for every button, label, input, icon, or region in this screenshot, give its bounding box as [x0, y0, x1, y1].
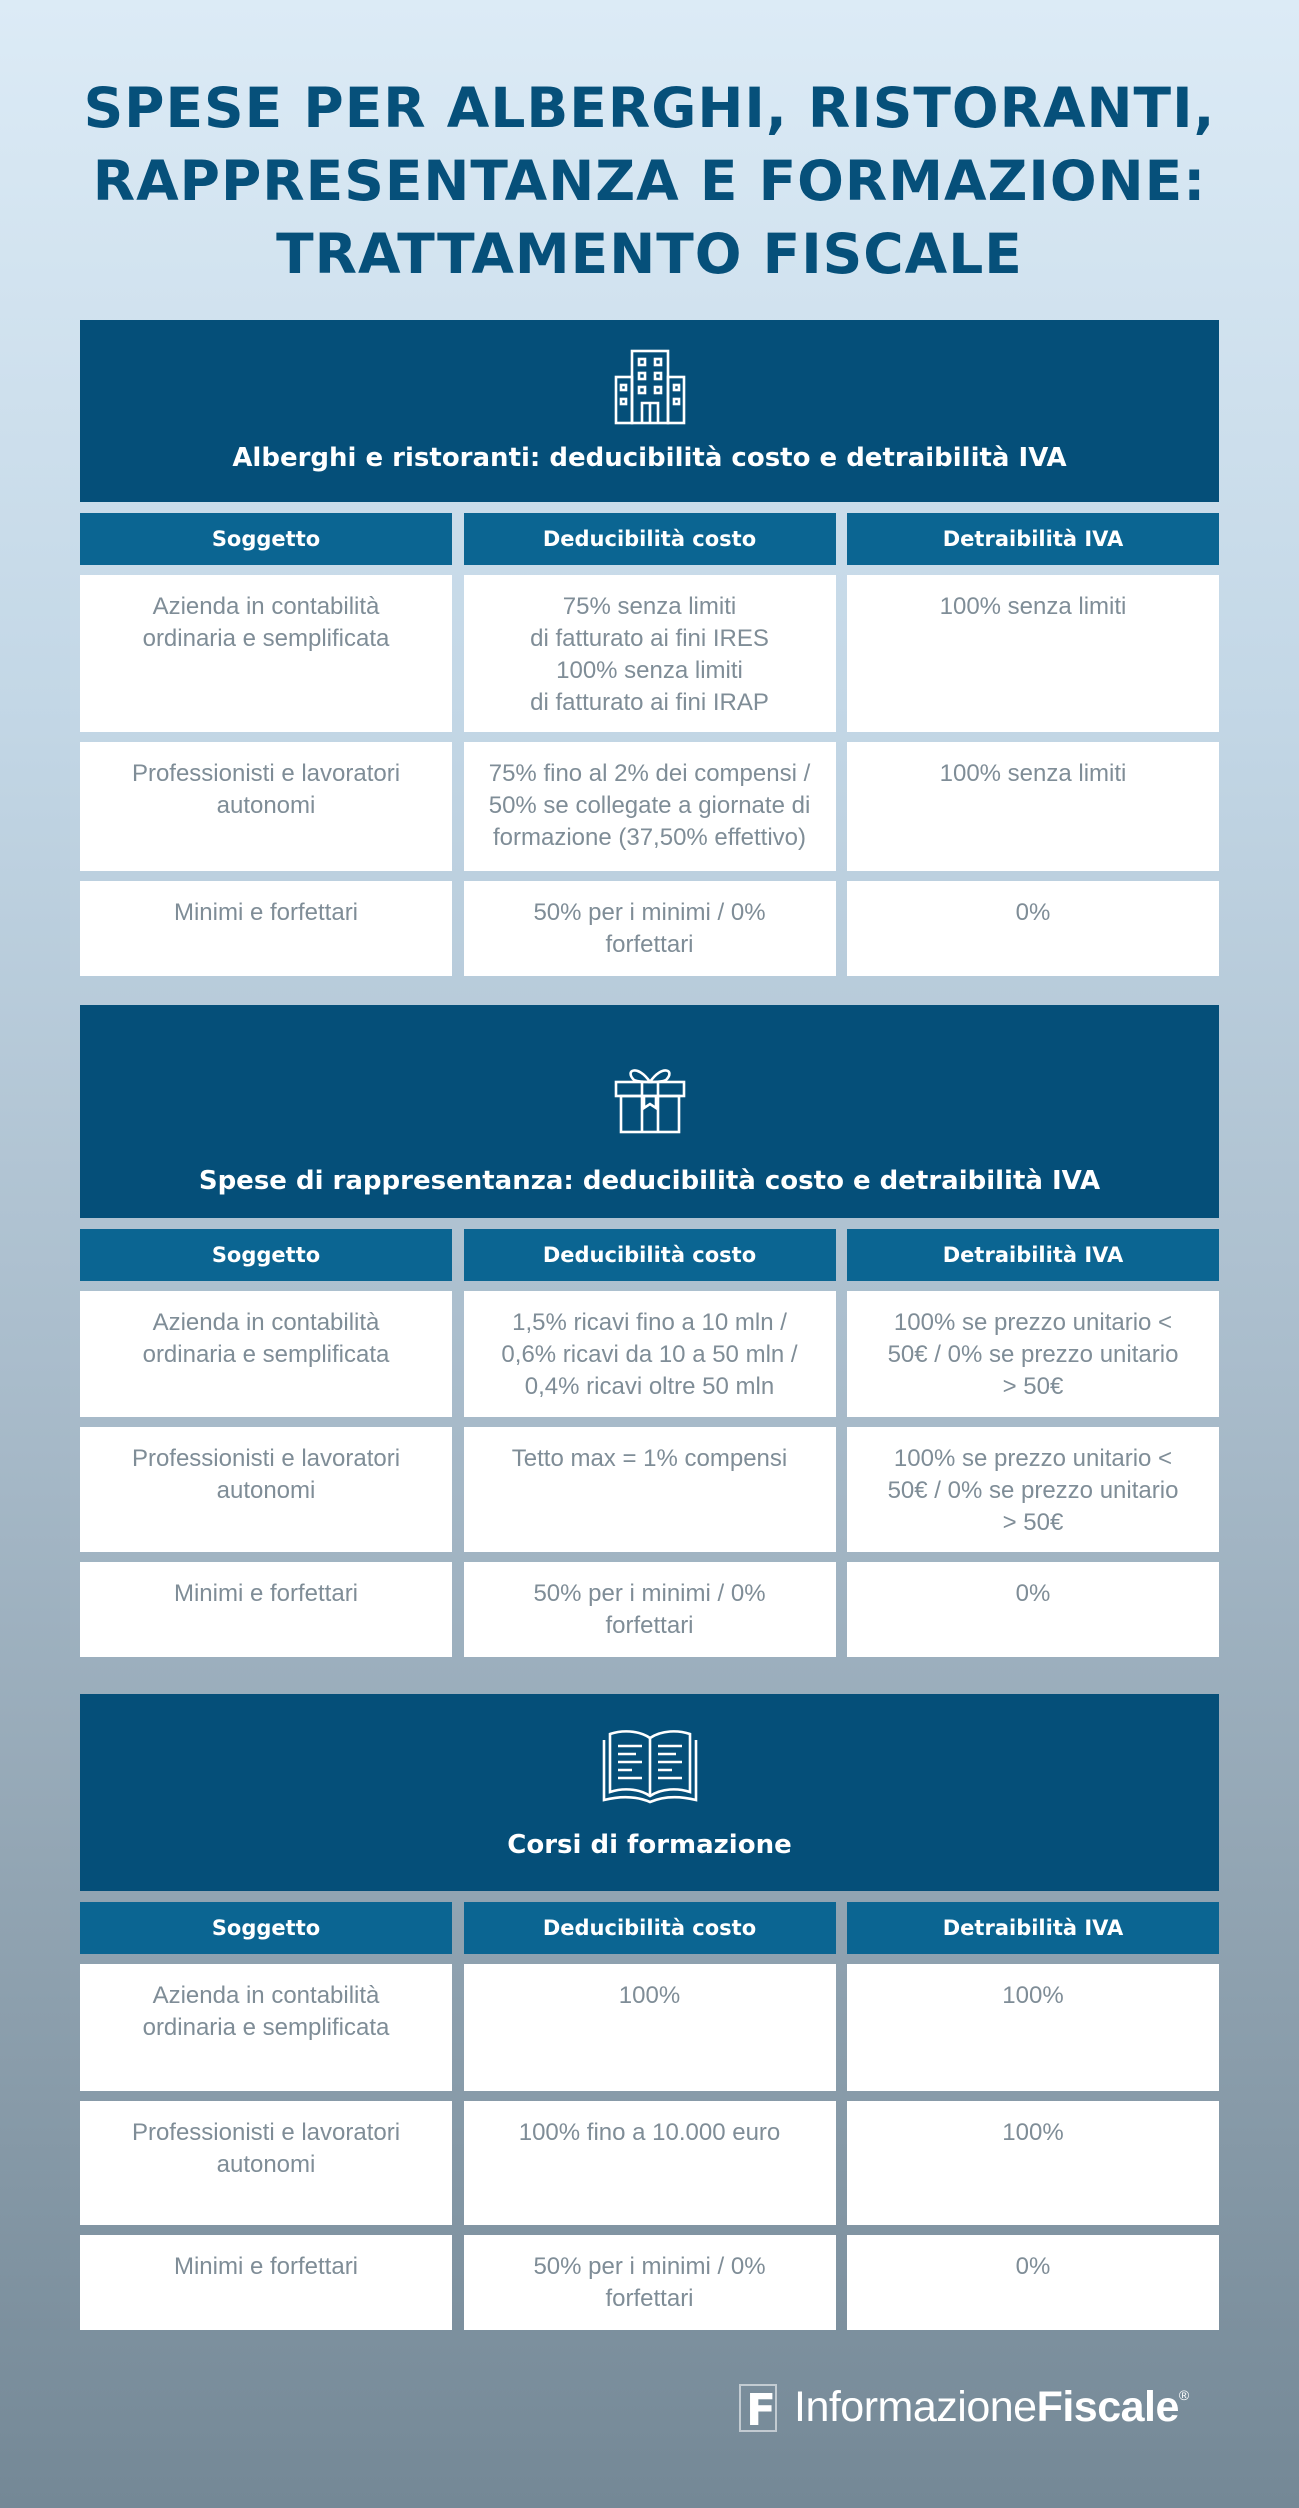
section-header — [80, 320, 1219, 502]
table-cell: Minimi e forfettari — [80, 881, 452, 976]
column-header: Deducibilità costo — [464, 1902, 836, 1954]
table-cell: Professionisti e lavoratori autonomi — [80, 742, 452, 871]
table-cell: Professionisti e lavoratori autonomi — [80, 2101, 452, 2225]
section-title: Spese di rappresentanza: deducibilità costo e detraibilità IVA — [198, 1166, 1101, 1196]
table-cell: 0% — [847, 881, 1219, 976]
logo-f-icon — [738, 2381, 784, 2433]
column-header: Deducibilità costo — [464, 513, 836, 565]
table-cell: 1,5% ricavi fino a 10 mln / 0,6% ricavi da 10 a 50 mln / 0,4% ricavi oltre 50 mln — [464, 1291, 836, 1417]
section-title: Corsi di formazione — [507, 1830, 792, 1860]
logo-text-bold: Fiscale — [1036, 2382, 1179, 2431]
column-header: Deducibilità costo — [464, 1229, 836, 1281]
brand-logo — [738, 2374, 1220, 2440]
title-line-3: TRATTAMENTO FISCALE — [276, 222, 1023, 286]
table-cell: 100% — [847, 2101, 1219, 2225]
table-cell: 75% senza limiti di fatturato ai fini IRES 100% senza limiti di fatturato ai fini IRAP — [464, 575, 836, 732]
table-cell: 100% senza limiti — [847, 742, 1219, 871]
table-cell: 75% fino al 2% dei compensi / 50% se collegate a giornate di formazione (37,50% effettivo) — [464, 742, 836, 871]
table — [80, 1902, 1219, 2330]
table-cell: 50% per i minimi / 0% forfettari — [464, 2235, 836, 2330]
logo-wordmark — [794, 2383, 1189, 2432]
title-line-2: RAPPRESENTANZA E FORMAZIONE: — [92, 149, 1207, 213]
table-cell: Minimi e forfettari — [80, 1562, 452, 1657]
column-header: Detraibilità IVA — [847, 1902, 1219, 1954]
column-header: Soggetto — [80, 1902, 452, 1954]
section-header — [80, 1694, 1219, 1891]
section-spese-rappresentanza — [80, 1005, 1219, 1657]
column-header: Soggetto — [80, 1229, 452, 1281]
title-line-1: SPESE PER ALBERGHI, RISTORANTI, — [83, 76, 1216, 140]
page-title — [40, 72, 1259, 291]
table-cell: Azienda in contabilità ordinaria e semplificata — [80, 1964, 452, 2091]
section-title: Alberghi e ristoranti: deducibilità costo e detraibilità IVA — [232, 443, 1067, 473]
table-cell: Azienda in contabilità ordinaria e semplificata — [80, 575, 452, 732]
column-header: Soggetto — [80, 513, 452, 565]
section-alberghi-ristoranti — [80, 320, 1219, 976]
table-cell: 100% se prezzo unitario < 50€ / 0% se prezzo unitario > 50€ — [847, 1427, 1219, 1552]
column-header: Detraibilità IVA — [847, 1229, 1219, 1281]
section-header — [80, 1005, 1219, 1218]
registered-mark: ® — [1178, 2386, 1189, 2403]
table-cell: 50% per i minimi / 0% forfettari — [464, 1562, 836, 1657]
table-cell: 100% senza limiti — [847, 575, 1219, 732]
column-header: Detraibilità IVA — [847, 513, 1219, 565]
table-cell: Azienda in contabilità ordinaria e semplificata — [80, 1291, 452, 1417]
table-cell: Tetto max = 1% compensi — [464, 1427, 836, 1552]
gift-icon — [612, 1060, 688, 1134]
table-cell: Professionisti e lavoratori autonomi — [80, 1427, 452, 1552]
section-corsi-formazione — [80, 1694, 1219, 2330]
table-cell: 100% se prezzo unitario < 50€ / 0% se prezzo unitario > 50€ — [847, 1291, 1219, 1417]
table-cell: 0% — [847, 2235, 1219, 2330]
table-cell: 100% fino a 10.000 euro — [464, 2101, 836, 2225]
table-cell: 100% — [847, 1964, 1219, 2091]
table-cell: Minimi e forfettari — [80, 2235, 452, 2330]
table-cell: 100% — [464, 1964, 836, 2091]
svg-text:F: F — [746, 2385, 777, 2433]
table — [80, 513, 1219, 976]
building-icon — [612, 347, 688, 425]
table-cell: 50% per i minimi / 0% forfettari — [464, 881, 836, 976]
table-cell: 0% — [847, 1562, 1219, 1657]
logo-text-regular: Informazione — [794, 2382, 1037, 2431]
table — [80, 1229, 1219, 1657]
open-book-icon — [600, 1726, 700, 1806]
